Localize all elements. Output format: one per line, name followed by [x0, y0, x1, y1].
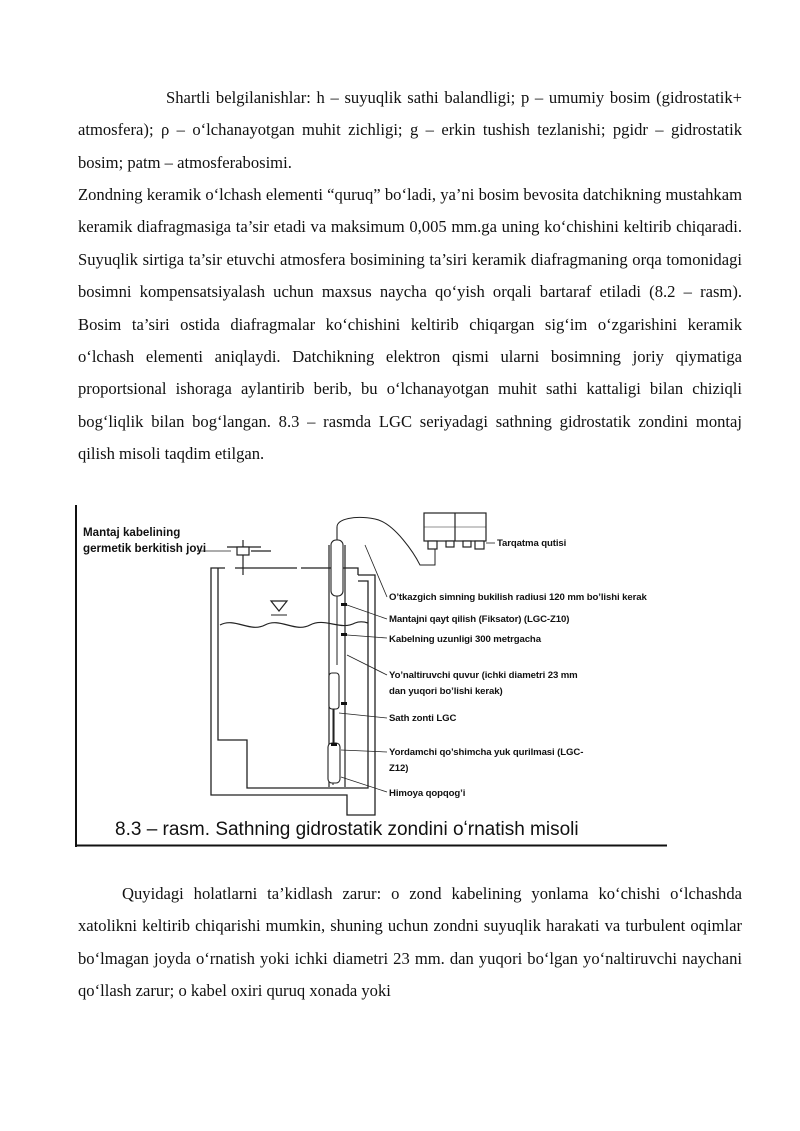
- liquid-surface: [220, 622, 368, 627]
- label-bend-radius: O’tkazgich simning bukilish radiusi 120 mm bo’lishi kerak: [389, 592, 647, 603]
- label-distribution-box: Tarqatma qutisi: [497, 538, 567, 549]
- label-weight-line1: Yordamchi qo’shimcha yuk qurilmasi (LGC-: [389, 747, 584, 758]
- label-guide-pipe-line1: Yo’naltiruvchi quvur (ichki diametri 23 mm: [389, 670, 578, 681]
- level-probe: [328, 673, 340, 783]
- label-guide-pipe-line2: dan yuqori bo’lishi kerak): [389, 686, 503, 697]
- label-fixator: Mantajni qayt qilish (Fiksator) (LGC-Z10): [389, 614, 570, 625]
- cable-gland-icon: [227, 540, 271, 575]
- paragraph-notation: Shartli belgilanishlar: h – suyuqlik sathi balandligi; p – umumiy bosim (gidrostatik+ atmosfera); ρ – oʻlchanayotgan muhit zichligi; g – erkin tushish tezlanishi; pgidr – gidrostatik bosim; patm – atmosferabosimi.: [78, 88, 742, 172]
- label-cable-length: Kabelning uzunligi 300 metrgacha: [389, 634, 541, 645]
- tank-outline: [211, 568, 375, 815]
- figure-caption: 8.3 – rasm. Sathning gidrostatik zondini oʻrnatish misoli: [115, 819, 579, 840]
- cable-to-box: [337, 517, 435, 565]
- label-weight-line2: Z12): [389, 763, 409, 774]
- level-marker-icon: [271, 601, 287, 611]
- fixator: [331, 527, 343, 596]
- label-mount-line2: germetik berkitish joyi: [83, 542, 207, 555]
- figure-probe-installation: [75, 505, 667, 847]
- distribution-box-icon: [424, 513, 486, 549]
- label-mount-line1: Mantaj kabelining: [83, 526, 181, 539]
- label-protective-cap: Himoya qopqog’i: [389, 788, 466, 799]
- label-probe: Sath zonti LGC: [389, 713, 457, 724]
- paragraph-requirements: Quyidagi holatlarni ta’kidlash zarur: o zond kabelining yonlama koʻchishi oʻlchashda xatolikni keltirib chiqarishi mumkin, shuning uchun zondni suyuqlik harakati va turbulent oqimlar boʻlmagan joyda oʻrnatish yoki ichki diametri 23 mm. dan yuqori boʻlgan yoʻnaltiruvchi naychani qoʻllash zarur; o kabel oxiri quruq xonada yoki: [78, 884, 742, 1001]
- paragraph-ceramic-element: Zondning keramik oʻlchash elementi “quruq” boʻladi, ya’ni bosim bevosita datchikning mustahkam keramik diafragmasiga ta’sir etadi va maksimum 0,005 mm.ga uning koʻchishini keltirib chiqaradi. Suyuqlik sirtiga ta’sir etuvchi atmosfera bosimining ta’siri keramik diafragmaning orqa tomonidagi bosimni kompensatsiyalash uchun maxsus naycha qoʻyish orqali bartaraf etiladi (8.2 – rasm). Bosim ta’siri ostida diafragmalar koʻchishini keltirib chiqargan sigʻim oʻzgarishini keramik oʻlchash elementi aniqlaydi. Datchikning elektron qismi ularni bosimning joriy qiymatiga proportsional ishoraga aylantirib berib, bu oʻlchanayotgan muhit sathi kattaligi bilan chiziqli bogʻliqlik bilan bogʻlangan. 8.3 – rasmda LGC seriyadagi sathning gidrostatik zondini montaj qilish misoli taqdim etilgan.: [78, 185, 742, 464]
